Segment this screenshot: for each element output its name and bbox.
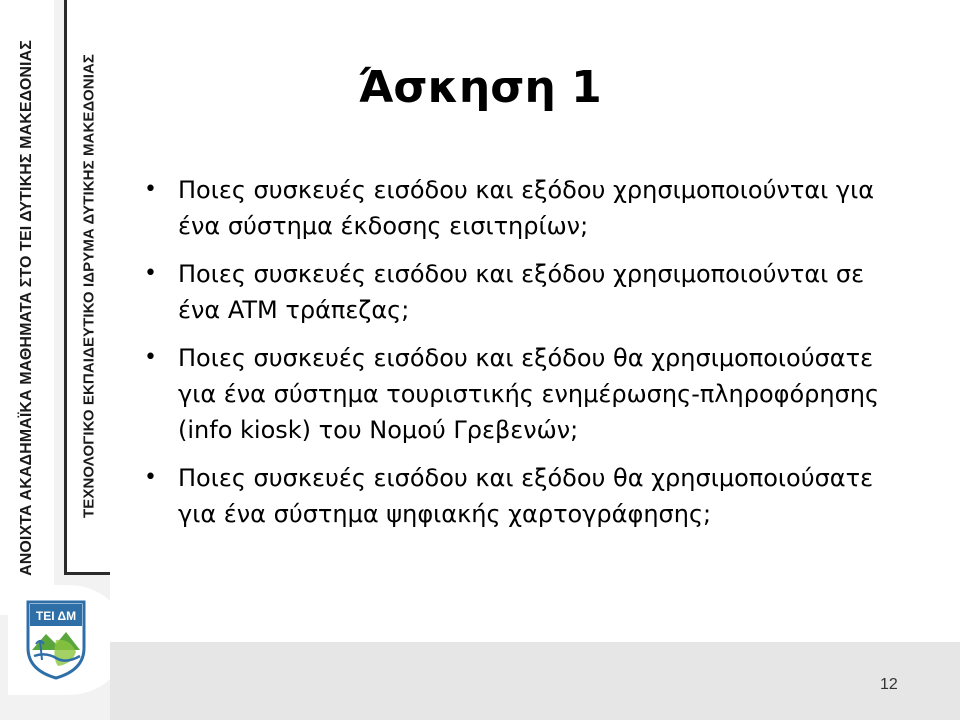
bullet-icon: •	[144, 177, 157, 202]
page-number: 12	[880, 676, 898, 693]
sidebar-outer-text: ΑΝΟΙΧΤΑ ΑΚΑΔΗΜΑΪΚΑ ΜΑΘΗΜΑΤΑ ΣΤΟ ΤΕΙ ΔΥΤΙΚΗΣ ΜΑΚΕΔΟΝΙΑΣ	[18, 39, 35, 576]
bullet-item	[140, 172, 900, 244]
footer-band	[110, 642, 960, 720]
bullet-item	[140, 256, 900, 328]
bullet-icon: •	[144, 465, 157, 490]
bullet-text: Ποιες συσκευές εισόδου και εξόδου χρησιμοποιούνται σε ένα ATM τράπεζας;	[178, 260, 865, 324]
bullet-text: Ποιες συσκευές εισόδου και εξόδου χρησιμοποιούνται για ένα σύστημα έκδοσης εισιτηρίων;	[178, 176, 875, 240]
sidebar-inner-text: ΤΕΧΝΟΛΟΓΙΚΟ ΕΚΠΑΙΔΕΥΤΙΚΟ ΙΔΡΥΜΑ ΔΥΤΙΚΗΣ ΜΑΚΕΔΟΝΙΑΣ	[80, 53, 97, 519]
bullet-icon: •	[144, 345, 157, 370]
slide-title: Άσκηση 1	[358, 62, 602, 113]
sidebar-strip-inner	[64, 0, 110, 575]
bullet-text: Ποιες συσκευές εισόδου και εξόδου θα χρησιμοποιούσατε για ένα σύστημα ψηφιακής χαρτογράφησης;	[178, 464, 874, 528]
sidebar-strip-outer	[0, 0, 54, 615]
tei-logo-icon	[26, 600, 86, 680]
bullet-text: Ποιες συσκευές εισόδου και εξόδου θα χρησιμοποιούσατε για ένα σύστημα τουριστικής ενημέρωσης-πληροφόρησης (info kiosk) του Νομού Γρεβενών;	[178, 344, 880, 444]
bullet-item	[140, 340, 900, 448]
bullet-list	[140, 172, 900, 544]
bullet-icon: •	[144, 261, 157, 286]
logo-text: ΤΕΙ ΔΜ	[35, 609, 77, 623]
bullet-item	[140, 460, 900, 532]
